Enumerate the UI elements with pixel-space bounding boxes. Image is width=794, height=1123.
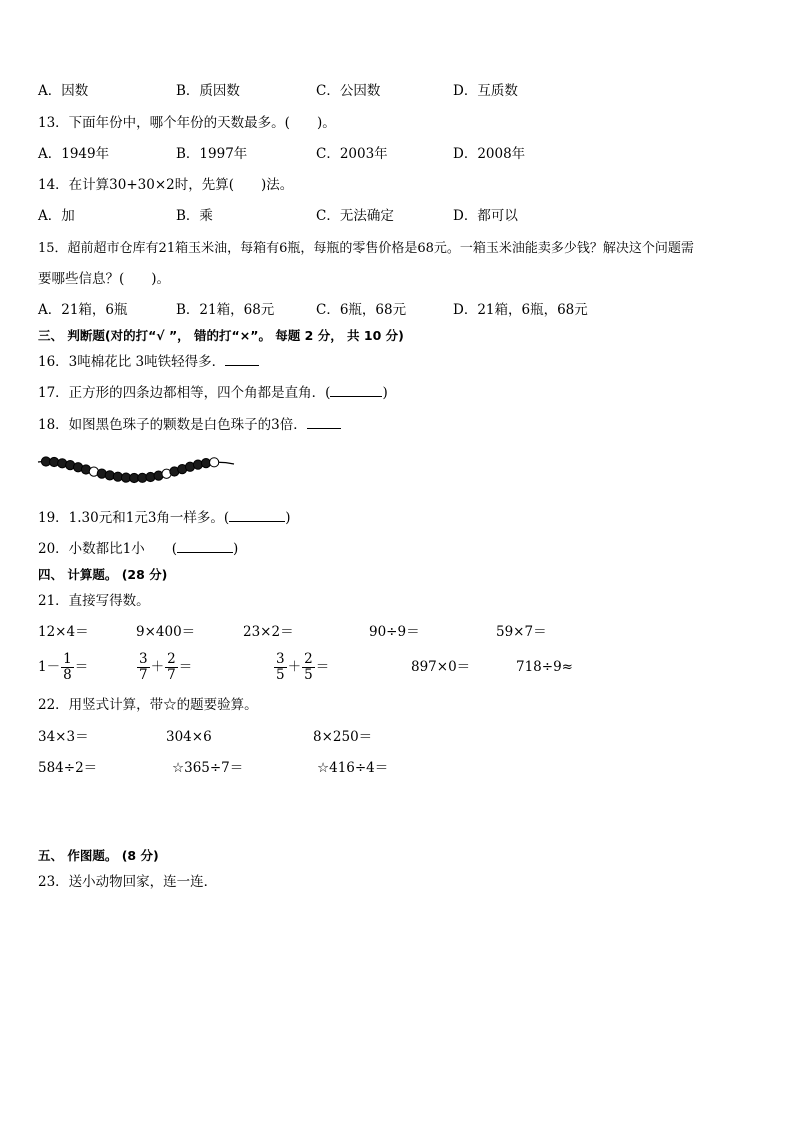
fraction [137, 652, 150, 683]
numerator: 3 [276, 651, 285, 667]
denominator: 5 [304, 667, 313, 683]
q20-answer-blank[interactable] [177, 540, 233, 553]
q13-option-a: A．1949年 [38, 146, 110, 162]
numerator: 2 [304, 651, 313, 667]
q18-text: 18．如图黑色珠子的颗数是白色珠子的3倍． [38, 417, 307, 433]
plus-sign: ＋ [150, 659, 165, 675]
q17 [38, 384, 388, 402]
q21-frac-item-2 [136, 651, 192, 683]
fraction [302, 652, 315, 683]
q22-item-5: ☆365÷7＝ [172, 760, 244, 776]
q14-option-a: A．加 [38, 208, 75, 224]
denominator: 8 [63, 667, 72, 683]
fraction [61, 652, 74, 683]
q17-close: ) [382, 385, 388, 401]
q20-close: ) [233, 541, 239, 557]
q14-option-c: C．无法确定 [316, 208, 394, 224]
fraction [274, 652, 287, 683]
equals-sign: ＝ [315, 659, 330, 675]
q22-item-3: 8×250＝ [313, 729, 373, 745]
q21-item-9: 897×0＝ [411, 659, 471, 675]
q22-stem: 22．用竖式计算，带☆的题要验算。 [38, 697, 258, 713]
q20 [38, 540, 238, 558]
q21-item-5: 59×7＝ [496, 624, 547, 640]
q17-answer-blank[interactable] [330, 384, 382, 397]
q13-option-b: B．1997年 [176, 146, 248, 162]
q12-option-a: A．因数 [38, 83, 89, 99]
denominator: 7 [167, 667, 176, 683]
q21-frac-item-1 [38, 651, 88, 683]
q14-option-d: D．都可以 [453, 208, 518, 224]
q16 [38, 353, 259, 371]
q19-close: ) [285, 510, 291, 526]
q13-option-d: D．2008年 [453, 146, 526, 162]
q21-item-1: 12×4＝ [38, 624, 89, 640]
q13-stem: 13．下面年份中，哪个年份的天数最多。( )。 [38, 115, 336, 131]
q22-item-4: 584÷2＝ [38, 760, 98, 776]
q12-option-c: C．公因数 [316, 83, 381, 99]
q21-stem: 21．直接写得数。 [38, 593, 150, 609]
equals-sign: ＝ [178, 659, 193, 675]
denominator: 7 [139, 667, 148, 683]
q15-option-c: C．6瓶，68元 [316, 302, 407, 318]
bead-group [41, 457, 218, 483]
section-5-heading: 五、 作图题。 (8 分) [38, 848, 159, 863]
q21-frac1-lead: 1－ [38, 659, 61, 675]
q19 [38, 509, 290, 527]
q14-stem: 14．在计算30+30×2时，先算( )法。 [38, 177, 294, 193]
q16-answer-blank[interactable] [225, 353, 259, 366]
q15-stem-line1: 15．超前超市仓库有21箱玉米油，每箱有6瓶，每瓶的零售价格是68元。一箱玉米油能卖多少钱？解决这个问题需 [38, 241, 694, 256]
q12-option-d: D．互质数 [453, 83, 518, 99]
q22-item-1: 34×3＝ [38, 729, 89, 745]
q19-answer-blank[interactable] [229, 509, 285, 522]
section-4-heading: 四、 计算题。 (28 分) [38, 567, 168, 582]
q21-item-4: 90÷9＝ [369, 624, 420, 640]
q21-frac1-tail: ＝ [74, 659, 89, 675]
q21-frac-item-3 [273, 651, 329, 683]
q22-item-6: ☆416÷4＝ [317, 760, 389, 776]
beads-illustration [36, 448, 236, 492]
numerator: 1 [63, 651, 72, 667]
q22-item-2: 304×6 [166, 729, 212, 745]
q18-answer-blank[interactable] [307, 416, 341, 429]
numerator: 2 [167, 651, 176, 667]
fraction [165, 652, 178, 683]
q18 [38, 416, 341, 434]
q20-text: 20．小数都比1小 ( [38, 541, 178, 557]
q16-text: 16．3吨棉花比 3吨铁轻得多． [38, 354, 226, 370]
q15-stem-line2: 要哪些信息？( )。 [38, 271, 171, 287]
q15-option-d: D．21箱，6瓶，68元 [453, 302, 588, 318]
q15-option-a: A．21箱，6瓶 [38, 302, 128, 318]
numerator: 3 [139, 651, 148, 667]
denominator: 5 [276, 667, 285, 683]
q23-stem: 23．送小动物回家，连一连． [38, 874, 218, 890]
plus-sign: ＋ [287, 659, 302, 675]
q21-item-2: 9×400＝ [136, 624, 196, 640]
q19-text: 19．1.30元和1元3角一样多。( [38, 510, 230, 526]
q21-item-3: 23×2＝ [243, 624, 294, 640]
q13-option-c: C．2003年 [316, 146, 388, 162]
q14-option-b: B．乘 [176, 208, 213, 224]
white-bead [210, 458, 219, 467]
q21-item-10: 718÷9≈ [516, 659, 573, 675]
q15-option-b: B．21箱，68元 [176, 302, 275, 318]
section-3-heading: 三、 判断题(对的打“√ ”， 错的打“×”。 每题 2 分， 共 10 分) [38, 328, 404, 343]
q12-option-b: B．质因数 [176, 83, 240, 99]
q17-text: 17．正方形的四条边都相等，四个角都是直角．( [38, 385, 331, 401]
